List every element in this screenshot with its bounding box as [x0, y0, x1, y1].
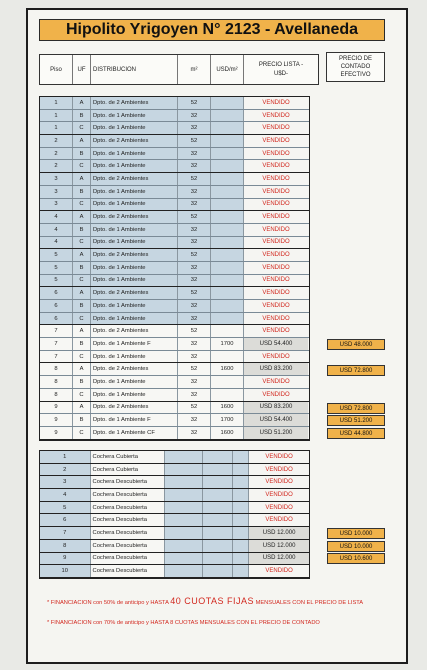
- cell-precio-lista: USD 83.200: [244, 363, 308, 375]
- cell-piso: 1: [40, 122, 73, 134]
- cell-piso: 7: [40, 338, 73, 350]
- cell-uf: A: [73, 173, 91, 185]
- cell-empty: [165, 489, 203, 501]
- cell-precio-lista: VENDIDO: [244, 211, 308, 223]
- units-table: [39, 96, 310, 441]
- header-usd-m2: USD/m²: [211, 55, 244, 84]
- cell-uf: B: [73, 262, 91, 274]
- cell-piso: 1: [40, 97, 73, 109]
- cell-precio-lista: USD 51.200: [244, 427, 308, 439]
- cell-precio-lista: VENDIDO: [249, 451, 309, 463]
- table-row: [40, 173, 309, 186]
- cell-m2: 32: [178, 199, 211, 211]
- cell-distribucion: Dpto. de 1 Ambiente: [91, 300, 178, 312]
- cell-piso: 2: [40, 160, 73, 172]
- cell-m2: 32: [178, 122, 211, 134]
- cell-distribucion: Dpto. de 1 Ambiente: [91, 122, 178, 134]
- cell-piso: 4: [40, 211, 73, 223]
- cell-empty: [203, 565, 233, 577]
- cell-cochera-desc: Cochera Descubierta: [91, 489, 166, 501]
- table-row: [40, 199, 309, 212]
- cell-cochera-num: 2: [40, 464, 91, 476]
- header-distribucion: DISTRIBUCION: [91, 55, 178, 84]
- cell-usd-m2: [211, 199, 244, 211]
- cell-m2: 52: [178, 211, 211, 223]
- contado-price-tag: USD 44.800: [327, 428, 385, 439]
- cell-uf: C: [73, 351, 91, 363]
- contado-price-tag: USD 51.200: [327, 415, 385, 426]
- table-row: [40, 148, 309, 161]
- cell-empty: [203, 489, 233, 501]
- table-row: [40, 389, 309, 402]
- cell-m2: 52: [178, 363, 211, 375]
- cell-uf: A: [73, 135, 91, 147]
- cell-cochera-desc: Cochera Descubierta: [91, 553, 166, 565]
- cell-piso: 4: [40, 224, 73, 236]
- cell-usd-m2: [211, 351, 244, 363]
- contado-price-tag: USD 48.000: [327, 339, 385, 350]
- cell-piso: 9: [40, 427, 73, 439]
- cell-usd-m2: [211, 186, 244, 198]
- table-row: [40, 451, 309, 464]
- cell-m2: 32: [178, 224, 211, 236]
- table-row: [40, 160, 309, 173]
- cell-m2: 52: [178, 287, 211, 299]
- cell-uf: C: [73, 313, 91, 325]
- contado-price-tag: USD 10.600: [327, 553, 385, 564]
- cell-distribucion: Dpto. de 1 Ambiente: [91, 389, 178, 401]
- cell-empty: [165, 464, 203, 476]
- cell-usd-m2: [211, 249, 244, 261]
- cell-uf: A: [73, 97, 91, 109]
- cell-piso: 3: [40, 186, 73, 198]
- cell-empty: [165, 527, 203, 539]
- header-m2: m²: [178, 55, 211, 84]
- cell-uf: A: [73, 211, 91, 223]
- cell-cochera-num: 8: [40, 540, 91, 552]
- table-row: [40, 338, 309, 351]
- cell-usd-m2: [211, 160, 244, 172]
- cell-m2: 32: [178, 110, 211, 122]
- header-piso: Piso: [40, 55, 73, 84]
- cell-m2: 32: [178, 275, 211, 287]
- cell-distribucion: Dpto. de 2 Ambientes: [91, 97, 178, 109]
- cell-precio-lista: VENDIDO: [244, 249, 308, 261]
- cell-usd-m2: [211, 237, 244, 249]
- cell-uf: B: [73, 224, 91, 236]
- cell-usd-m2: [211, 275, 244, 287]
- cell-m2: 52: [178, 249, 211, 261]
- cell-piso: 6: [40, 300, 73, 312]
- cell-precio-lista: VENDIDO: [244, 173, 308, 185]
- table-row: [40, 376, 309, 389]
- cell-distribucion: Dpto. de 2 Ambientes: [91, 211, 178, 223]
- cell-distribucion: Dpto. de 1 Ambiente: [91, 148, 178, 160]
- cell-m2: 32: [178, 389, 211, 401]
- cell-cochera-desc: Cochera Descubierta: [91, 502, 166, 514]
- cell-empty: [203, 553, 233, 565]
- cell-m2: 32: [178, 376, 211, 388]
- cell-uf: B: [73, 414, 91, 426]
- cell-empty: [203, 540, 233, 552]
- cell-distribucion: Dpto. de 1 Ambiente: [91, 110, 178, 122]
- table-row: [40, 275, 309, 288]
- table-row: [40, 489, 309, 502]
- cell-empty: [233, 514, 249, 526]
- cell-precio-lista: VENDIDO: [244, 110, 308, 122]
- table-row: [40, 249, 309, 262]
- cell-precio-lista: VENDIDO: [249, 514, 309, 526]
- cell-usd-m2: 1700: [211, 414, 244, 426]
- table-row: [40, 527, 309, 540]
- cell-precio-lista: VENDIDO: [244, 148, 308, 160]
- cell-uf: B: [73, 148, 91, 160]
- cell-empty: [203, 502, 233, 514]
- cell-uf: A: [73, 325, 91, 337]
- cell-distribucion: Dpto. de 2 Ambientes: [91, 287, 178, 299]
- cell-usd-m2: [211, 173, 244, 185]
- table-row: [40, 502, 309, 515]
- cell-precio-lista: VENDIDO: [244, 287, 308, 299]
- table-row: [40, 464, 309, 477]
- cell-distribucion: Dpto. de 2 Ambientes: [91, 135, 178, 147]
- table-row: [40, 313, 309, 326]
- financing-note-1: [47, 596, 363, 606]
- cell-precio-lista: VENDIDO: [244, 122, 308, 134]
- cell-distribucion: Dpto. de 1 Ambiente: [91, 313, 178, 325]
- table-row: [40, 97, 309, 110]
- table-row: [40, 351, 309, 364]
- cell-m2: 32: [178, 338, 211, 350]
- cell-empty: [165, 476, 203, 488]
- cell-usd-m2: [211, 148, 244, 160]
- cell-precio-lista: VENDIDO: [244, 199, 308, 211]
- contado-price-tag: USD 10.000: [327, 541, 385, 552]
- cell-empty: [203, 514, 233, 526]
- cell-usd-m2: [211, 389, 244, 401]
- cell-empty: [233, 540, 249, 552]
- cell-m2: 52: [178, 135, 211, 147]
- cell-empty: [233, 502, 249, 514]
- note-1-start: * FINANCIACION con 50% de anticipo y HASTA: [47, 600, 169, 606]
- cell-uf: C: [73, 427, 91, 439]
- cell-piso: 5: [40, 262, 73, 274]
- cell-cochera-desc: Cochera Descubierta: [91, 514, 166, 526]
- table-row: [40, 363, 309, 376]
- cell-precio-lista: VENDIDO: [244, 376, 308, 388]
- cell-precio-lista: VENDIDO: [249, 565, 309, 577]
- cell-uf: C: [73, 237, 91, 249]
- cell-cochera-desc: Cochera Descubierta: [91, 565, 166, 577]
- cell-cochera-desc: Cochera Descubierta: [91, 540, 166, 552]
- cell-uf: B: [73, 186, 91, 198]
- cell-uf: B: [73, 110, 91, 122]
- table-row: [40, 476, 309, 489]
- cell-distribucion: Dpto. de 1 Ambiente F: [91, 414, 178, 426]
- cell-distribucion: Dpto. de 1 Ambiente: [91, 160, 178, 172]
- table-row: [40, 402, 309, 415]
- cocheras-table: [39, 450, 310, 579]
- contado-price-tag: USD 10.000: [327, 528, 385, 539]
- cell-empty: [165, 565, 203, 577]
- cell-usd-m2: 1600: [211, 363, 244, 375]
- cell-cochera-desc: Cochera Cubierta: [91, 451, 166, 463]
- cell-distribucion: Dpto. de 1 Ambiente: [91, 351, 178, 363]
- cell-precio-lista: USD 54.400: [244, 338, 308, 350]
- cell-empty: [165, 553, 203, 565]
- cell-cochera-num: 10: [40, 565, 91, 577]
- cell-m2: 32: [178, 427, 211, 439]
- cell-uf: A: [73, 363, 91, 375]
- cell-precio-lista: USD 12.000: [249, 527, 309, 539]
- cell-cochera-num: 9: [40, 553, 91, 565]
- cell-distribucion: Dpto. de 2 Ambientes: [91, 325, 178, 337]
- cell-distribucion: Dpto. de 2 Ambientes: [91, 402, 178, 414]
- cell-empty: [203, 464, 233, 476]
- table-row: [40, 135, 309, 148]
- cell-piso: 2: [40, 135, 73, 147]
- cell-m2: 52: [178, 173, 211, 185]
- cell-cochera-num: 5: [40, 502, 91, 514]
- cell-empty: [233, 553, 249, 565]
- table-row: [40, 237, 309, 250]
- table-row: [40, 211, 309, 224]
- cell-piso: 3: [40, 199, 73, 211]
- cell-m2: 32: [178, 148, 211, 160]
- cell-piso: 3: [40, 173, 73, 185]
- cell-piso: 1: [40, 110, 73, 122]
- table-header: [39, 54, 319, 85]
- cell-precio-lista: VENDIDO: [244, 224, 308, 236]
- cell-uf: A: [73, 287, 91, 299]
- cell-distribucion: Dpto. de 1 Ambiente F: [91, 338, 178, 350]
- note-1-end: MENSUALES CON EL PRECIO DE LISTA: [255, 600, 364, 606]
- cell-distribucion: Dpto. de 2 Ambientes: [91, 173, 178, 185]
- cell-usd-m2: [211, 262, 244, 274]
- cell-empty: [233, 476, 249, 488]
- table-row: [40, 122, 309, 135]
- cell-cochera-num: 7: [40, 527, 91, 539]
- cell-m2: 32: [178, 351, 211, 363]
- cell-empty: [203, 527, 233, 539]
- cell-m2: 32: [178, 237, 211, 249]
- cell-precio-lista: VENDIDO: [244, 186, 308, 198]
- contado-price-tag: USD 72.800: [327, 365, 385, 376]
- cell-piso: 6: [40, 313, 73, 325]
- cell-empty: [165, 502, 203, 514]
- cell-m2: 52: [178, 97, 211, 109]
- table-row: [40, 287, 309, 300]
- table-row: [40, 300, 309, 313]
- cell-piso: 9: [40, 414, 73, 426]
- cell-precio-lista: VENDIDO: [244, 160, 308, 172]
- cell-precio-lista: USD 54.400: [244, 414, 308, 426]
- cell-cochera-num: 6: [40, 514, 91, 526]
- cell-precio-lista: USD 83.200: [244, 402, 308, 414]
- cell-piso: 9: [40, 402, 73, 414]
- page-title: Hipolito Yrigoyen N° 2123 - Avellaneda: [39, 19, 385, 41]
- header-precio-lista: PRECIO LISTA -U$D-: [258, 61, 304, 77]
- cell-uf: C: [73, 389, 91, 401]
- cell-usd-m2: 1700: [211, 338, 244, 350]
- table-row: [40, 224, 309, 237]
- cell-cochera-num: 4: [40, 489, 91, 501]
- table-row: [40, 514, 309, 527]
- cell-distribucion: Dpto. de 1 Ambiente: [91, 224, 178, 236]
- cell-m2: 32: [178, 414, 211, 426]
- cell-precio-lista: VENDIDO: [249, 476, 309, 488]
- cell-precio-lista: VENDIDO: [244, 325, 308, 337]
- cell-usd-m2: [211, 211, 244, 223]
- cell-distribucion: Dpto. de 1 Ambiente: [91, 262, 178, 274]
- note-1-highlight: 40 CUOTAS FIJAS: [170, 596, 255, 606]
- header-uf: UF: [73, 55, 91, 84]
- table-row: [40, 565, 309, 578]
- cell-precio-lista: VENDIDO: [244, 262, 308, 274]
- table-row: [40, 553, 309, 566]
- cell-usd-m2: [211, 97, 244, 109]
- cell-empty: [233, 489, 249, 501]
- cell-usd-m2: [211, 300, 244, 312]
- cell-distribucion: Dpto. de 1 Ambiente: [91, 199, 178, 211]
- cell-usd-m2: [211, 135, 244, 147]
- cell-m2: 32: [178, 262, 211, 274]
- note-2-text: * FINANCIACION con 70% de anticipo y HASTA 8 CUOTAS MENSUALES CON EL PRECIO DE CONTADO: [47, 620, 320, 626]
- cell-precio-lista: VENDIDO: [244, 300, 308, 312]
- cell-precio-lista: USD 12.000: [249, 553, 309, 565]
- cell-empty: [233, 451, 249, 463]
- financing-note-2: [47, 620, 320, 626]
- cell-distribucion: Dpto. de 1 Ambiente: [91, 186, 178, 198]
- cell-piso: 5: [40, 249, 73, 261]
- cell-usd-m2: [211, 325, 244, 337]
- cell-cochera-desc: Cochera Descubierta: [91, 476, 166, 488]
- cell-m2: 32: [178, 186, 211, 198]
- cell-distribucion: Dpto. de 2 Ambientes: [91, 363, 178, 375]
- cell-usd-m2: 1600: [211, 402, 244, 414]
- cell-m2: 52: [178, 402, 211, 414]
- cell-piso: 4: [40, 237, 73, 249]
- cell-usd-m2: 1600: [211, 427, 244, 439]
- cell-precio-lista: VENDIDO: [249, 489, 309, 501]
- cell-empty: [233, 464, 249, 476]
- cell-precio-lista: VENDIDO: [244, 275, 308, 287]
- table-row: [40, 110, 309, 123]
- table-row: [40, 414, 309, 427]
- cell-precio-lista: VENDIDO: [249, 502, 309, 514]
- cell-piso: 8: [40, 389, 73, 401]
- cell-usd-m2: [211, 287, 244, 299]
- cell-empty: [203, 451, 233, 463]
- cell-empty: [203, 476, 233, 488]
- cell-precio-lista: VENDIDO: [244, 389, 308, 401]
- cell-empty: [165, 540, 203, 552]
- table-row: [40, 427, 309, 440]
- cell-empty: [233, 527, 249, 539]
- cell-piso: 5: [40, 275, 73, 287]
- cell-uf: C: [73, 122, 91, 134]
- cell-usd-m2: [211, 376, 244, 388]
- cell-precio-lista: USD 12.000: [249, 540, 309, 552]
- cell-precio-lista: VENDIDO: [244, 351, 308, 363]
- cell-precio-lista: VENDIDO: [249, 464, 309, 476]
- cell-piso: 7: [40, 325, 73, 337]
- cell-empty: [165, 514, 203, 526]
- cell-uf: B: [73, 338, 91, 350]
- cell-usd-m2: [211, 110, 244, 122]
- cell-distribucion: Dpto. de 2 Ambientes: [91, 249, 178, 261]
- cell-precio-lista: VENDIDO: [244, 313, 308, 325]
- cell-cochera-desc: Cochera Cubierta: [91, 464, 166, 476]
- cell-cochera-desc: Cochera Descubierta: [91, 527, 166, 539]
- cell-precio-lista: VENDIDO: [244, 135, 308, 147]
- cell-piso: 2: [40, 148, 73, 160]
- cell-empty: [165, 451, 203, 463]
- cell-m2: 32: [178, 300, 211, 312]
- table-row: [40, 325, 309, 338]
- cell-distribucion: Dpto. de 1 Ambiente: [91, 237, 178, 249]
- table-row: [40, 186, 309, 199]
- cell-usd-m2: [211, 224, 244, 236]
- cell-usd-m2: [211, 313, 244, 325]
- cell-uf: C: [73, 199, 91, 211]
- header-precio-contado: PRECIO DE CONTADO EFECTIVO: [326, 52, 385, 82]
- table-row: [40, 262, 309, 275]
- cell-precio-lista: VENDIDO: [244, 97, 308, 109]
- cell-distribucion: Dpto. de 1 Ambiente CF: [91, 427, 178, 439]
- cell-precio-lista: VENDIDO: [244, 237, 308, 249]
- cell-distribucion: Dpto. de 1 Ambiente: [91, 376, 178, 388]
- cell-cochera-num: 3: [40, 476, 91, 488]
- cell-m2: 32: [178, 313, 211, 325]
- cell-piso: 6: [40, 287, 73, 299]
- cell-piso: 8: [40, 363, 73, 375]
- cell-uf: C: [73, 275, 91, 287]
- cell-uf: A: [73, 249, 91, 261]
- cell-cochera-num: 1: [40, 451, 91, 463]
- cell-m2: 32: [178, 160, 211, 172]
- cell-piso: 7: [40, 351, 73, 363]
- cell-empty: [233, 565, 249, 577]
- cell-m2: 52: [178, 325, 211, 337]
- cell-uf: C: [73, 160, 91, 172]
- cell-uf: B: [73, 300, 91, 312]
- table-row: [40, 540, 309, 553]
- cell-uf: B: [73, 376, 91, 388]
- cell-distribucion: Dpto. de 1 Ambiente: [91, 275, 178, 287]
- cell-uf: A: [73, 402, 91, 414]
- cell-piso: 8: [40, 376, 73, 388]
- cell-usd-m2: [211, 122, 244, 134]
- contado-price-tag: USD 72.800: [327, 403, 385, 414]
